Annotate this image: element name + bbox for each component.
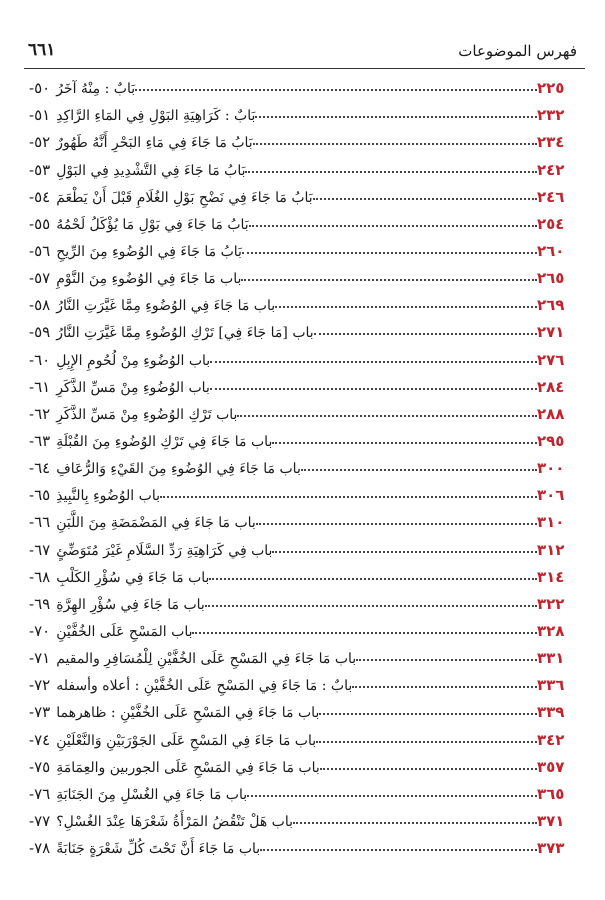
toc-entry <box>24 206 583 233</box>
toc-entry <box>24 504 583 531</box>
entry-page-number: ٣٢٨ <box>537 621 565 640</box>
entry-title: باب الوُضُوءِ مِنْ مَسِّ الذَّكَرِ <box>56 379 210 396</box>
dot-leader <box>205 605 537 607</box>
entry-number: ٥٨- <box>29 296 51 315</box>
entry-number: ٦٦- <box>29 513 51 532</box>
dot-leader <box>210 361 537 363</box>
page-header <box>24 34 585 69</box>
toc-entry <box>24 667 583 694</box>
entry-title: باب المَسْحِ عَلَى الخُفَّيْنِ <box>56 623 193 640</box>
dot-leader <box>245 171 537 173</box>
toc-entry <box>24 369 583 396</box>
dot-leader <box>249 225 537 227</box>
entry-page-number: ٣٦٥ <box>537 784 565 803</box>
entry-number: ٥٩- <box>29 323 51 342</box>
entry-page-number: ٢٦٠ <box>537 241 565 260</box>
entry-number: ٧٤- <box>29 730 51 749</box>
entry-title: باب مَا جَاءَ فِي الوُضُوءِ مِنَ النَّوْمِ <box>56 271 242 288</box>
toc-entry <box>24 70 583 97</box>
entry-title: باب مَا جَاءَ فِي سُؤْرِ الهِرَّةِ <box>56 596 205 613</box>
entry-title: بَابٌ : كَرَاهِيَةِ البَوْلِ فِي المَاءِ الرَّاكِدِ <box>56 108 256 125</box>
entry-title: بَابٌ : مِنْهُ آخَرُ <box>56 81 136 98</box>
dot-leader <box>316 741 537 743</box>
entry-page-number: ٣٧٣ <box>537 839 565 858</box>
entry-page-number: ٢٧١ <box>537 323 565 342</box>
dot-leader <box>241 279 537 281</box>
entry-title: بَابُ مَا جَاءَ فِي مَاءِ البَحْرِ أَنَّهُ طَهُورٌ <box>56 135 253 152</box>
entry-title: باب مَا جَاءَ فِي المَسْحِ عَلَى الخُفَّيْنِ لِلْمُسَافِرِ والمقيم <box>56 651 357 668</box>
entry-title: بَابُ مَا جَاءَ فِي بَوْلِ مَا يُؤْكَلُ لَحْمُهُ <box>56 216 249 233</box>
dot-leader <box>319 713 537 715</box>
entry-page-number: ٣٣٩ <box>537 703 565 722</box>
dot-leader <box>160 496 537 498</box>
entry-page-number: ٢٢٥ <box>537 79 565 98</box>
toc-entry <box>24 260 583 287</box>
toc-entry <box>24 233 583 260</box>
page-number: ٦٦١ <box>28 40 56 60</box>
entry-page-number: ٢٥٤ <box>537 214 565 233</box>
entry-page-number: ٢٦٩ <box>537 296 565 315</box>
entry-title: باب مَا جَاءَ فِي تَرْكِ الوُضُوءِ مِنَ القُبْلَةِ <box>56 433 273 450</box>
entry-number: ٥٥- <box>29 214 51 233</box>
entry-title: باب تَرْكِ الوُضُوءِ مِنْ مَسِّ الذَّكَرِ <box>56 406 238 423</box>
entry-title: باب هَلْ تَنْقُضُ المَرْأَةُ شَعْرَهَا عِنْدَ الغُسْلِ؟ <box>56 813 293 830</box>
entry-title: بَابُ مَا جَاءَ فِي التَّشْدِيدِ فِي البَوْلِ <box>56 162 246 179</box>
entry-number: ٥٧- <box>29 269 51 288</box>
entry-number: ٧٣- <box>29 703 51 722</box>
entry-number: ٧٨- <box>29 839 51 858</box>
entry-title: بابٌ : مَا جَاءَ فِي المَسْحِ عَلَى الخُفَّيْنِ : أعلاه وأسفله <box>56 678 353 695</box>
toc-entry <box>24 423 583 450</box>
entry-title: باب مَا جَاءَ فِي المَضْمَضَةِ مِنَ اللَّبَنِ <box>56 515 256 532</box>
toc-entry <box>24 559 583 586</box>
entry-page-number: ٣٠٦ <box>537 486 565 505</box>
dot-leader <box>192 632 537 634</box>
dot-leader <box>260 849 537 851</box>
entry-number: ٧١- <box>29 649 51 668</box>
entry-page-number: ٢٨٨ <box>537 404 565 423</box>
entry-page-number: ٣٠٠ <box>537 459 565 478</box>
entry-title: باب مَا جَاءَ فِي الغُسْلِ مِنَ الجَنَابَةِ <box>56 786 248 803</box>
toc-entry <box>24 124 583 151</box>
entry-page-number: ٣٤٢ <box>537 730 565 749</box>
dot-leader <box>135 89 537 91</box>
toc-entry <box>24 721 583 748</box>
toc-entry <box>24 694 583 721</box>
entry-number: ٦٨- <box>29 567 51 586</box>
toc-entry <box>24 586 583 613</box>
entry-page-number: ٣١٤ <box>537 567 565 586</box>
toc-entry <box>24 830 583 857</box>
entry-title: بَابُ مَا جَاءَ فِي الوُضُوءِ مِنَ الرِّيحِ <box>56 243 242 260</box>
entry-title: باب مَا جَاءَ أَنَّ تَحْتَ كُلِّ شَعْرَةٍ جَنَابَةً <box>56 841 261 858</box>
entry-number: ٥٣- <box>29 160 51 179</box>
toc-entry <box>24 531 583 558</box>
entry-number: ٧٦- <box>29 784 51 803</box>
toc-entry <box>24 179 583 206</box>
entry-title: بَابُ مَا جَاءَ فِي نَضْحِ بَوْلِ الغُلَامِ قَبْلَ أَنْ يَطْعَمَ <box>56 189 313 206</box>
toc-entry <box>24 450 583 477</box>
entry-title: باب مَا جَاءَ فِي المَسْحِ عَلَى الجوربين والعِمَامَةِ <box>56 759 320 776</box>
toc-entry <box>24 151 583 178</box>
dot-leader <box>253 143 537 145</box>
dot-leader <box>237 415 537 417</box>
toc-entry <box>24 341 583 368</box>
entry-number: ٥٢- <box>29 133 51 152</box>
entry-page-number: ٣٣٦ <box>537 676 565 695</box>
entry-page-number: ٢٤٦ <box>537 187 565 206</box>
entry-number: ٥١- <box>29 106 51 125</box>
dot-leader <box>320 768 537 770</box>
dot-leader <box>301 469 537 471</box>
entry-number: ٦٤- <box>29 459 51 478</box>
entry-title: باب [مَا جَاءَ فِي] تَرْكِ الوُضُوءِ مِمَّا غَيَّرَتِ النَّارُ <box>56 325 314 342</box>
dot-leader <box>275 306 537 308</box>
entry-number: ٥٦- <box>29 241 51 260</box>
dot-leader <box>272 442 537 444</box>
entry-page-number: ٣٧١ <box>537 811 565 830</box>
dot-leader <box>356 659 537 661</box>
dot-leader <box>255 116 537 118</box>
toc-list <box>24 70 583 857</box>
entry-title: باب الوُضُوءِ بِالنَّبِيذِ <box>56 488 160 505</box>
entry-number: ٧٢- <box>29 676 51 695</box>
entry-number: ٥٤- <box>29 187 51 206</box>
entry-number: ٦٢- <box>29 404 51 423</box>
entry-number: ٦١- <box>29 377 51 396</box>
entry-title: باب مَا جَاءَ فِي سُؤْرِ الكَلْبِ <box>56 569 210 586</box>
entry-number: ٦٥- <box>29 486 51 505</box>
dot-leader <box>242 252 537 254</box>
entry-title: باب الوُضُوءِ مِنْ لُحُومِ الإِبِلِ <box>56 352 211 369</box>
entry-page-number: ٢٦٥ <box>537 269 565 288</box>
toc-entry <box>24 396 583 423</box>
entry-title: باب مَا جَاءَ فِي المَسْحِ عَلَى الخُفَّيْنِ : ظاهرهما <box>56 705 320 722</box>
entry-page-number: ٣٥٧ <box>537 757 565 776</box>
entry-page-number: ٢٤٢ <box>537 160 565 179</box>
entry-page-number: ٣٣١ <box>537 649 565 668</box>
entry-page-number: ٢٣٢ <box>537 106 565 125</box>
toc-entry <box>24 477 583 504</box>
entry-page-number: ٢٧٦ <box>537 350 565 369</box>
dot-leader <box>210 388 537 390</box>
entry-number: ٦٧- <box>29 540 51 559</box>
entry-title: باب فِي كَرَاهِيَةِ رَدِّ السَّلَامِ غَيْرَ مُتَوَضِّئٍ <box>56 542 273 559</box>
entry-page-number: ٣٢٢ <box>537 594 565 613</box>
toc-entry <box>24 776 583 803</box>
dot-leader <box>313 198 537 200</box>
entry-number: ٦٣- <box>29 431 51 450</box>
entry-page-number: ٣١٢ <box>537 540 565 559</box>
dot-leader <box>209 578 537 580</box>
entry-title: باب مَا جَاءَ فِي المَسْحِ عَلَى الجَوْرَبَيْنِ وَالنَّعْلَيْنِ <box>56 732 317 749</box>
entry-page-number: ٣١٠ <box>537 513 565 532</box>
entry-number: ٧٧- <box>29 811 51 830</box>
toc-entry <box>24 97 583 124</box>
entry-title: باب مَا جَاءَ فِي الوُضُوءِ مِنَ القَيْءِ وَالرُّعَافِ <box>56 461 301 478</box>
entry-page-number: ٢٩٥ <box>537 431 565 450</box>
toc-entry <box>24 749 583 776</box>
dot-leader <box>352 686 537 688</box>
entry-number: ٦٩- <box>29 594 51 613</box>
toc-entry <box>24 613 583 640</box>
entry-number: ٥٠- <box>29 79 51 98</box>
entry-page-number: ٢٨٤ <box>537 377 565 396</box>
entry-page-number: ٢٣٤ <box>537 133 565 152</box>
entry-number: ٦٠- <box>29 350 51 369</box>
toc-entry <box>24 287 583 314</box>
dot-leader <box>256 523 537 525</box>
toc-entry <box>24 314 583 341</box>
dot-leader <box>314 333 537 335</box>
page-title: فهرس الموضوعات <box>458 42 577 60</box>
toc-entry <box>24 640 583 667</box>
entry-number: ٧٠- <box>29 621 51 640</box>
toc-entry <box>24 803 583 830</box>
dot-leader <box>247 795 537 797</box>
entry-title: باب مَا جَاءَ فِي الوُضُوءِ مِمَّا غَيَّرَتِ النَّارُ <box>56 298 276 315</box>
dot-leader <box>272 551 537 553</box>
entry-number: ٧٥- <box>29 757 51 776</box>
dot-leader <box>293 822 537 824</box>
